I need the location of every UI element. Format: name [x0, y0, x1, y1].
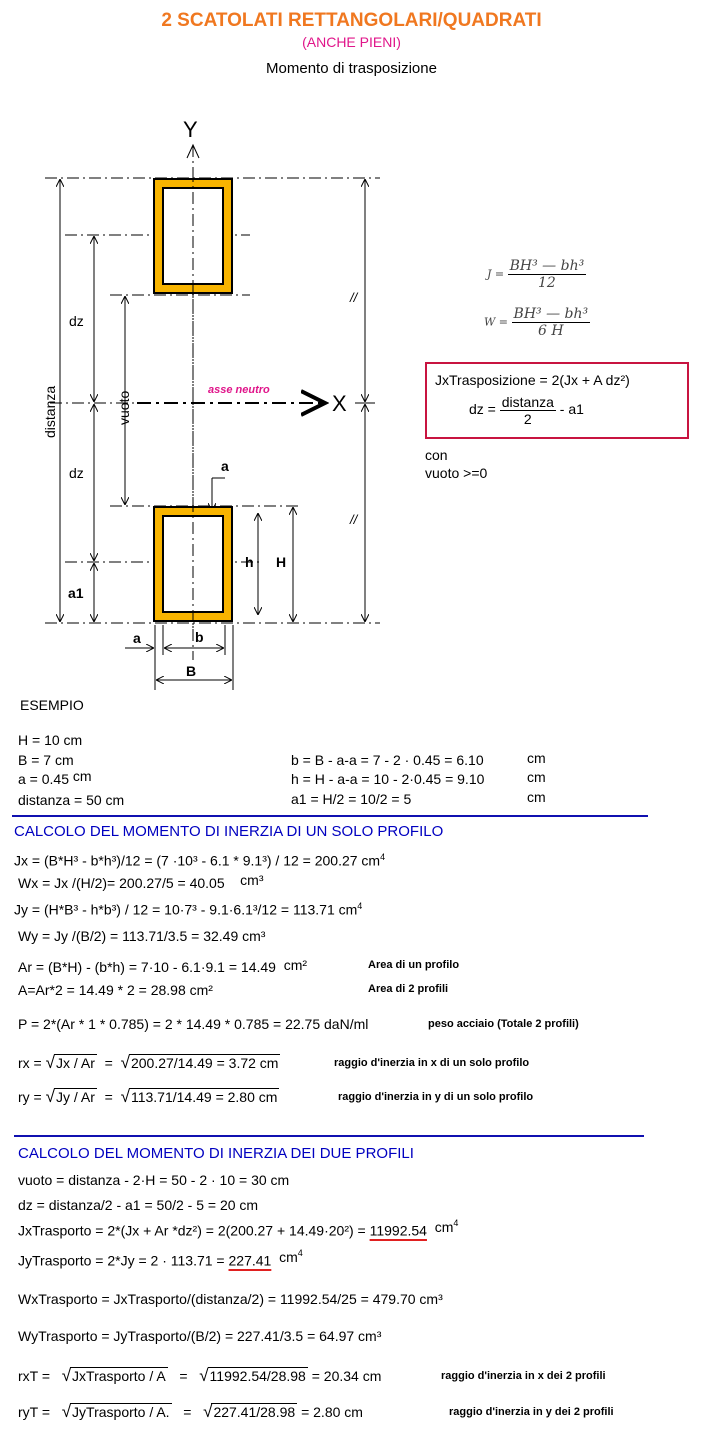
j-lhs: J = [487, 267, 505, 281]
double-jx-unit: cm [434, 1218, 454, 1235]
single-ry [18, 1087, 279, 1107]
ryt-lhs: ryT = [18, 1404, 51, 1420]
single-jx-exp: 4 [380, 852, 386, 862]
example-unit2: cm [527, 769, 546, 785]
ryt-eq: = [183, 1404, 192, 1420]
j-formula [487, 258, 586, 291]
w-den: 6 H [538, 323, 564, 339]
single-ar [18, 959, 307, 975]
single-ar-unit: cm² [283, 957, 308, 973]
trasposizione-formula-box [425, 362, 689, 439]
example-b-calc: b = B - a-a = 7 - 2 · 0.45 = 6.10 [291, 752, 484, 768]
ryt-result: = 2.80 cm [301, 1404, 363, 1420]
ry-radicand: Jy / Ar [55, 1089, 95, 1105]
sqrt-icon: √ [45, 1087, 55, 1106]
single-jy-text: Jy = (H*B³ - h*b³) / 12 = 10·7³ - 9.1·6.1³/12 = 113.71 cm [14, 901, 358, 918]
sqrt-icon: √ [61, 1366, 72, 1385]
double-rxt [18, 1366, 381, 1386]
divider-1 [12, 815, 648, 817]
double-wy: WyTrasporto = JyTrasporto/(B/2) = 227.41/3.5 = 64.97 cm³ [18, 1328, 382, 1344]
rx-eq: = [104, 1055, 113, 1071]
sqrt-icon: √ [45, 1053, 55, 1072]
single-P-note: peso acciaio (Totale 2 profili) [428, 1018, 579, 1030]
rxt-eq: = [179, 1368, 188, 1384]
single-wx [18, 872, 264, 891]
b-label: b [195, 629, 204, 645]
rxt-lhs: rxT = [18, 1368, 51, 1384]
sqrt-icon: √ [120, 1053, 130, 1072]
B-label: B [186, 663, 197, 679]
single-A-note: Area di 2 profili [368, 983, 449, 995]
example-unit3: cm [527, 789, 546, 805]
ryt-radicand: JyTrasporto / A. [72, 1404, 170, 1420]
j-den: 12 [538, 275, 556, 291]
double-jy [18, 1248, 303, 1269]
H-label: H [276, 554, 287, 570]
vuoto-label: vuoto [116, 390, 132, 425]
single-jx [14, 852, 385, 869]
double-jy-text: JyTrasporto = 2*Jy = 2 · 113.71 = [18, 1252, 229, 1269]
distanza-label: distanza [42, 385, 58, 438]
double-jx-value: 11992.54 [369, 1222, 427, 1239]
double-jx-text: JxTrasporto = 2*(Jx + Ar *dz²) = 2(200.27 + 14.49·20²) = [18, 1222, 370, 1239]
dz-top-label: dz [69, 313, 84, 329]
single-wy: Wy = Jy /(B/2) = 113.71/3.5 = 32.49 cm³ [18, 928, 266, 944]
sqrt-icon: √ [61, 1402, 72, 1421]
rx-lhs: rx = [18, 1055, 42, 1071]
box-tail: - a1 [559, 401, 584, 418]
ry-value: 113.71/14.49 = 2.80 cm [130, 1089, 278, 1105]
sqrt-icon: √ [120, 1087, 130, 1106]
neutral-axis-label: asse neutro [208, 384, 270, 396]
single-ar-note: Area di un profilo [368, 959, 460, 971]
sqrt-icon: √ [203, 1402, 213, 1421]
a-top-label: a [221, 458, 229, 474]
double-jx-exp: 4 [453, 1218, 459, 1228]
box-num: distanza [501, 394, 554, 410]
double-jy-unit: cm [279, 1248, 298, 1265]
h-label: h [245, 554, 254, 570]
a1-label: a1 [68, 585, 84, 601]
rxt-value: 11992.54/28.98 [209, 1368, 306, 1384]
example-a-unit: cm [72, 768, 92, 784]
double-rxt-note: raggio d'inerzia in x dei 2 profili [441, 1370, 606, 1382]
ry-eq: = [104, 1089, 113, 1105]
single-jy-exp: 4 [357, 901, 363, 911]
box-dz: dz = [469, 401, 496, 418]
sqrt-icon: √ [199, 1366, 209, 1385]
double-heading: CALCOLO DEL MOMENTO DI INERZIA DEI DUE PROFILI [18, 1145, 414, 1162]
example-distanza: distanza = 50 cm [18, 792, 125, 808]
dz-bottom-label: dz [69, 465, 84, 481]
rxt-radicand: JxTrasporto / A [72, 1368, 166, 1384]
page-subtitle: (ANCHE PIENI) [302, 34, 401, 50]
example-H: H = 10 cm [18, 732, 83, 748]
single-rx-note: raggio d'inerzia in x di un solo profilo [334, 1057, 530, 1069]
divider-2 [14, 1135, 644, 1137]
rxt-result: = 20.34 cm [311, 1368, 382, 1384]
axis-y-label: Y [183, 117, 198, 142]
example-a-value: a = 0.45 [18, 771, 69, 787]
box-den: 2 [523, 411, 532, 427]
single-ry-note: raggio d'inerzia in y di un solo profilo [338, 1091, 534, 1103]
example-a1-calc: a1 = H/2 = 10/2 = 5 [291, 791, 412, 807]
single-P: P = 2*(Ar * 1 * 0.785) = 2 * 14.49 * 0.785 = 22.75 daN/ml [18, 1016, 369, 1032]
double-dz: dz = distanza/2 - a1 = 50/2 - 5 = 20 cm [18, 1197, 259, 1213]
axis-x-label: X [332, 391, 347, 416]
j-num: BH³ — bh³ [509, 258, 585, 274]
section-title: Momento di trasposizione [266, 60, 437, 77]
double-jy-value: 227.41 [228, 1252, 272, 1269]
example-h-calc: h = H - a-a = 10 - 2·0.45 = 9.10 [291, 771, 485, 787]
example-a [18, 768, 92, 787]
single-heading: CALCOLO DEL MOMENTO DI INERZIA DI UN SOLO PROFILO [14, 823, 444, 840]
w-num: BH³ — bh³ [513, 306, 589, 322]
double-ryt-note: raggio d'inerzia in y dei 2 profili [449, 1406, 614, 1418]
single-ar-text: Ar = (B*H) - (b*h) = 7·10 - 6.1·9.1 = 14.49 [18, 959, 276, 975]
example-label: ESEMPIO [20, 697, 84, 713]
double-ryt [18, 1402, 363, 1422]
half-bottom-label: // [350, 512, 358, 527]
a-bottom-label: a [133, 630, 141, 646]
half-top-label: // [350, 290, 358, 305]
double-jy-exp: 4 [297, 1248, 303, 1258]
single-A: A=Ar*2 = 14.49 * 2 = 28.98 cm² [18, 982, 213, 998]
single-jy [14, 901, 362, 918]
double-vuoto: vuoto = distanza - 2·H = 50 - 2 · 10 = 30 cm [18, 1172, 290, 1188]
vuoto-condition: vuoto >=0 [425, 465, 488, 481]
double-jx [18, 1218, 459, 1239]
rx-radicand: Jx / Ar [55, 1055, 95, 1071]
single-jx-text: Jx = (B*H³ - b*h³)/12 = (7 ·10³ - 6.1 * 9.1³) / 12 = 200.27 cm [14, 852, 381, 869]
con-label: con [425, 447, 448, 463]
double-wx: WxTrasporto = JxTrasporto/(distanza/2) = 11992.54/25 = 479.70 cm³ [18, 1291, 443, 1307]
box-line1: JxTrasposizione = 2(Jx + A dz²) [435, 372, 630, 388]
ry-lhs: ry = [18, 1089, 42, 1105]
ryt-value: 227.41/28.98 [213, 1404, 296, 1420]
rx-value: 200.27/14.49 = 3.72 cm [130, 1055, 279, 1071]
single-wx-text: Wx = Jx /(H/2)= 200.27/5 = 40.05 [18, 875, 225, 891]
box-line2 [469, 394, 584, 427]
example-B: B = 7 cm [18, 752, 74, 768]
example-unit1: cm [527, 750, 546, 766]
single-wx-unit: cm³ [240, 872, 264, 888]
w-lhs: W = [484, 315, 509, 329]
w-formula [484, 306, 590, 339]
section-diagram [0, 0, 703, 700]
single-rx [18, 1053, 280, 1073]
page-title: 2 SCATOLATI RETTANGOLARI/QUADRATI [161, 10, 542, 31]
